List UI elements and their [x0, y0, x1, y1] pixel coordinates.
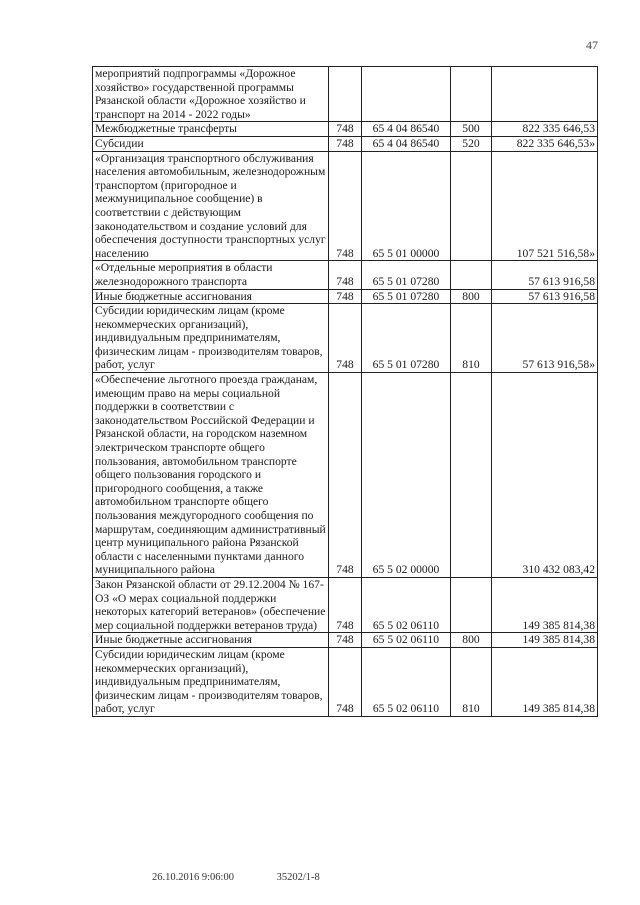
footer-doc-id: 35202/1-8	[276, 872, 320, 883]
row-target-code: 65 5 01 07280	[362, 261, 451, 289]
row-target-code: 65 5 02 06110	[362, 633, 451, 648]
row-amount: 149 385 814,38	[492, 647, 598, 716]
row-admin-code: 748	[329, 151, 362, 261]
row-name: Иные бюджетные ассигнования	[93, 633, 329, 648]
row-name: «Организация транспортного обслуживания населения автомобильным, железнодорожным транспортом (пригородное и межмуниципальное сообщение) в соответствии с действующим законодательством и создание условий для обеспечения доступности транспортных услуг населению	[93, 151, 329, 261]
row-expense-type: 800	[451, 289, 492, 304]
row-admin-code: 748	[329, 633, 362, 648]
budget-table	[92, 66, 598, 717]
row-target-code	[362, 67, 451, 122]
row-name: Закон Рязанской области от 29.12.2004 № 167-ОЗ «О мерах социальной поддержки некоторых категорий ветеранов» (обеспечение мер социальной поддержки ветеранов труда)	[93, 577, 329, 632]
table-row	[93, 136, 598, 151]
table-row	[93, 151, 598, 261]
row-admin-code: 748	[329, 373, 362, 578]
row-name: мероприятий подпрограммы «Дорожное хозяйство» государственной программы Рязанской области «Дорожное хозяйство и транспорт на 2014 - 2022 годы»	[93, 67, 329, 122]
row-admin-code: 748	[329, 261, 362, 289]
table-row	[93, 67, 598, 122]
table-row	[93, 304, 598, 373]
row-admin-code	[329, 67, 362, 122]
row-target-code: 65 5 01 07280	[362, 289, 451, 304]
row-expense-type: 520	[451, 136, 492, 151]
row-expense-type: 810	[451, 304, 492, 373]
row-name: Субсидии юридическим лицам (кроме некоммерческих организаций), индивидуальным предпринимателям, физическим лицам - производителям товаров, работ, услуг	[93, 647, 329, 716]
row-name: Иные бюджетные ассигнования	[93, 289, 329, 304]
row-target-code: 65 5 02 06110	[362, 647, 451, 716]
row-admin-code: 748	[329, 647, 362, 716]
row-target-code: 65 5 02 06110	[362, 577, 451, 632]
row-expense-type	[451, 67, 492, 122]
table-row	[93, 261, 598, 289]
row-amount: 57 613 916,58	[492, 289, 598, 304]
footer	[152, 872, 360, 883]
table-row	[93, 633, 598, 648]
row-amount: 149 385 814,38	[492, 633, 598, 648]
row-expense-type	[451, 373, 492, 578]
row-name: Межбюджетные трансферты	[93, 122, 329, 137]
table-row	[93, 647, 598, 716]
row-amount: 822 335 646,53	[492, 122, 598, 137]
row-name: Субсидии юридическим лицам (кроме некоммерческих организаций), индивидуальным предпринимателям, физическим лицам - производителям товаров, работ, услуг	[93, 304, 329, 373]
row-admin-code: 748	[329, 304, 362, 373]
row-target-code: 65 5 01 07280	[362, 304, 451, 373]
row-expense-type	[451, 151, 492, 261]
table-row	[93, 373, 598, 578]
row-name: Субсидии	[93, 136, 329, 151]
row-target-code: 65 4 04 86540	[362, 122, 451, 137]
row-admin-code: 748	[329, 136, 362, 151]
row-target-code: 65 5 02 00000	[362, 373, 451, 578]
row-expense-type: 500	[451, 122, 492, 137]
row-expense-type	[451, 577, 492, 632]
row-target-code: 65 4 04 86540	[362, 136, 451, 151]
row-admin-code: 748	[329, 289, 362, 304]
table-row	[93, 289, 598, 304]
row-amount: 310 432 083,42	[492, 373, 598, 578]
page-number: 47	[586, 38, 598, 52]
row-amount: 57 613 916,58	[492, 261, 598, 289]
budget-table-body	[93, 67, 598, 717]
row-amount: 107 521 516,58»	[492, 151, 598, 261]
row-admin-code: 748	[329, 122, 362, 137]
row-expense-type: 810	[451, 647, 492, 716]
row-amount: 57 613 916,58»	[492, 304, 598, 373]
row-expense-type	[451, 261, 492, 289]
footer-timestamp: 26.10.2016 9:06:00	[152, 872, 234, 883]
row-name: «Обеспечение льготного проезда гражданам, имеющим право на меры социальной поддержки в соответствии с законодательством Российской Федерации и Рязанской области, на городском наземном электрическом транспорте общего пользования, автомобильном транспорте общего пользования городского и пригородного сообщения, а также автомобильном транспорте общего пользования междугородного сообщения по маршрутам, соединяющим административный центр муниципального района Рязанской области с населенными пунктами данного муниципального района	[93, 373, 329, 578]
table-row	[93, 122, 598, 137]
row-name: «Отдельные мероприятия в области железнодорожного транспорта	[93, 261, 329, 289]
table-row	[93, 577, 598, 632]
row-amount: 149 385 814,38	[492, 577, 598, 632]
row-amount: 822 335 646,53»	[492, 136, 598, 151]
row-admin-code: 748	[329, 577, 362, 632]
row-expense-type: 800	[451, 633, 492, 648]
row-amount	[492, 67, 598, 122]
row-target-code: 65 5 01 00000	[362, 151, 451, 261]
